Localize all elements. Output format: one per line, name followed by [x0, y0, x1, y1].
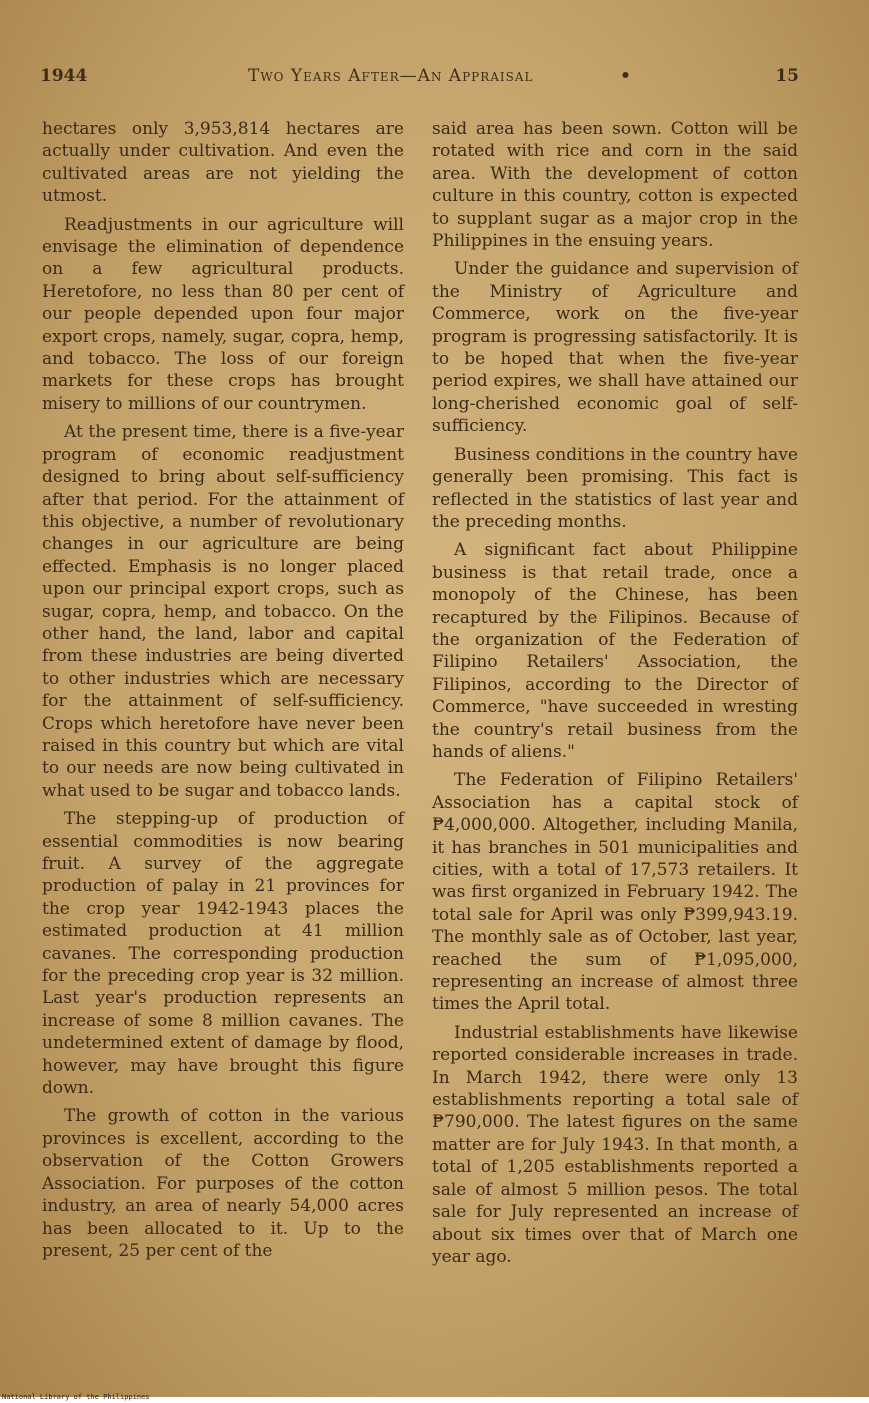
right-column	[432, 118, 798, 1274]
footer-strip	[0, 1393, 869, 1403]
paragraph: The stepping-up of production of essential commodities is now bearing fruit. A survey of the aggregate production of palay in 21 provinces for the crop year 1942-1943 places the estimated production at 41 million cavanes. The corresponding production for the preceding crop year is 32 million. Last year's production represents an increase of some 8 million cavanes. The undetermined extent of damage by flood, however, may have brought this figure down.	[42, 809, 404, 1099]
paragraph: Under the guidance and supervision of the Ministry of Agriculture and Commerce, work on the five-year program is progressing satisfactorily. It is to be hoped that when the five-year period expires, we shall have attained our long-cherished economic goal of self-sufficiency.	[432, 259, 798, 437]
header-year: 1944	[40, 66, 88, 86]
paragraph: said area has been sown. Cotton will be rotated with rice and corn in the said area. With the development of cotton culture in this country, cotton is expected to supplant sugar as a major crop in the Philippines in the ensuing years.	[432, 119, 798, 252]
left-column	[42, 118, 404, 1268]
header-bullet: •	[620, 66, 631, 86]
paragraph: A significant fact about Philippine business is that retail trade, once a monopoly of the Chinese, has been recaptured by the Filipinos. Because of the organization of the Federation of Filipino Retailers' Association, the Filipinos, according to the Director of Commerce, "have succeeded in wresting the country's retail business from the hands of aliens."	[432, 540, 798, 762]
paragraph: Readjustments in our agriculture will envisage the elimination of dependence on a few agricultural products. Heretofore, no less than 80 per cent of our people depended upon four major export crops, namely, sugar, copra, hemp, and tobacco. The loss of our foreign markets for these crops has brought misery to millions of our countrymen.	[42, 214, 404, 414]
paragraph: Industrial establishments have likewise reported considerable increases in trade. In March 1942, there were only 13 establishments reporting a total sale of ₱790,000. The latest figures on the same matter are for July 1943. In that month, a total of 1,205 establishments reported a sale of almost 5 million pesos. The total sale for July represented an increase of about six times over that of March one year ago.	[432, 1022, 798, 1267]
paragraph: Business conditions in the country have generally been promising. This fact is reflected in the statistics of last year and the preceding months.	[432, 444, 798, 532]
page-number: 15	[775, 66, 799, 86]
header-title: Two Years After—An Appraisal	[248, 66, 534, 86]
paragraph: hectares only 3,953,814 hectares are actually under cultivation. And even the cultivated areas are not yielding the utmost.	[42, 119, 404, 207]
library-credit: National Library of the Philippines	[2, 1393, 150, 1401]
paragraph: At the present time, there is a five-year program of economic readjustment designed to bring about self-sufficiency after that period. For the attainment of this objective, a number of revolutionary changes in our agriculture are being effected. Emphasis is no longer placed upon our principal export crops, such as sugar, copra, hemp, and tobacco. On the other hand, the land, labor and capital from these industries are being diverted to other industries which are necessary for the attainment of self-sufficiency. Crops which heretofore have never been raised in this country but which are vital to our needs are now being cultivated in what used to be sugar and tobacco lands.	[42, 422, 404, 801]
paragraph: The Federation of Filipino Retailers' Association has a capital stock of ₱4,000,000. Altogether, including Manila, it has branches in 501 municipalities and cities, with a total of 17,573 retailers. It was first organized in February 1942. The total sale for April was only ₱399,943.19. The monthly sale as of October, last year, reached the sum of ₱1,095,000, representing an increase of almost three times the April total.	[432, 770, 798, 1015]
paragraph: The growth of cotton in the various provinces is excellent, according to the observation of the Cotton Growers Association. For purposes of the cotton industry, an area of nearly 54,000 acres has been allocated to it. Up to the present, 25 per cent of the	[42, 1106, 404, 1261]
running-header	[40, 66, 799, 96]
